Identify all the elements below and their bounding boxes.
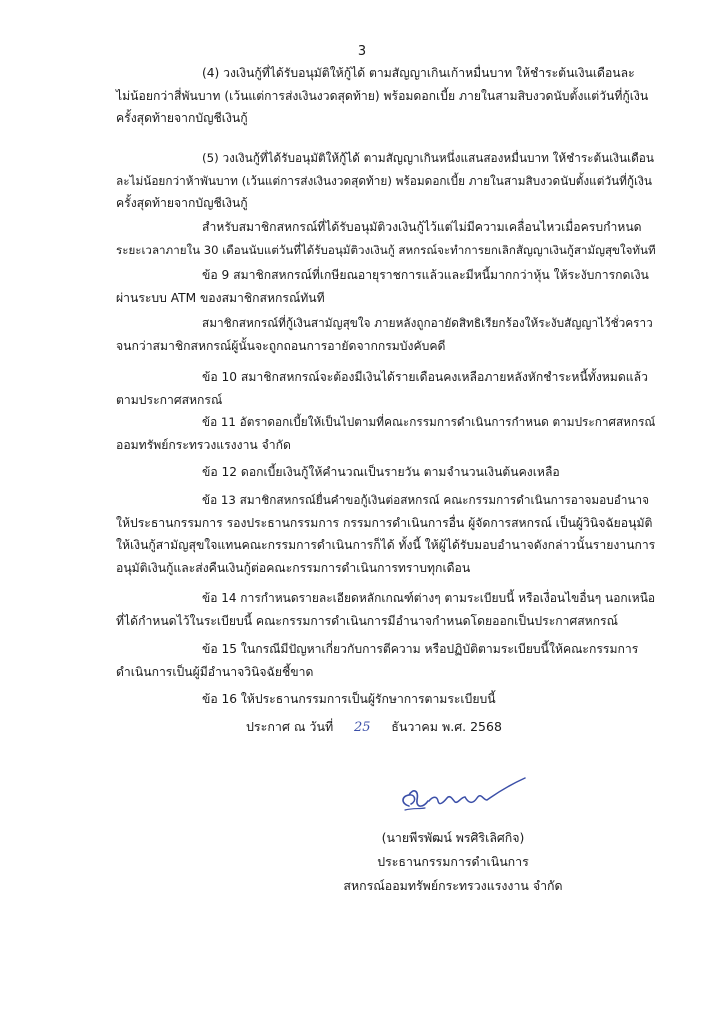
signer-organization: สหกรณ์ออมทรัพย์กระทรวงแรงงาน จำกัด bbox=[343, 878, 563, 893]
text-line: ให้ประธานกรรมการ รองประธานกรรมการ กรรมการดำเนินการอื่น ผู้จัดการสหกรณ์ เป็นผู้วินิจฉัยอนุมัติ bbox=[116, 515, 653, 530]
paragraph-inactive-loans bbox=[116, 216, 656, 261]
text-line: ข้อ 9 สมาชิกสหกรณ์ที่เกษียณอายุราชการแล้วและมีหนี้มากกว่าหุ้น ให้ระงับการกดเงิน bbox=[202, 268, 649, 282]
date-prefix: ประกาศ ณ วันที่ bbox=[246, 719, 334, 734]
text-line: ข้อ 14 การกำหนดรายละเอียดหลักเกณฑ์ต่างๆ ตามระเบียบนี้ หรือเงื่อนไขอื่นๆ นอกเหนือ bbox=[202, 591, 656, 605]
text-line: ข้อ 12 ดอกเบี้ยเงินกู้ให้คำนวณเป็นรายวัน ตามจำนวนเงินต้นคงเหลือ bbox=[202, 465, 560, 479]
paragraph-article-13 bbox=[116, 489, 656, 579]
text-line: ระยะเวลาภายใน 30 เดือนนับแต่วันที่ได้รับอนุมัติวงเงินกู้ สหกรณ์จะทำการยกเลิกสัญญาเงินกู้สามัญสุขใจทันที bbox=[116, 242, 656, 257]
text-line: ข้อ 10 สมาชิกสหกรณ์จะต้องมีเงินได้รายเดือนคงเหลือภายหลังหักชำระหนี้ทั้งหมดแล้ว bbox=[202, 370, 648, 384]
text-line: ผ่านระบบ ATM ของสมาชิกสหกรณ์ทันที bbox=[116, 290, 325, 305]
text-line: ออมทรัพย์กระทรวงแรงงาน จำกัด bbox=[116, 437, 291, 452]
page-number: 3 bbox=[357, 44, 367, 59]
text-line: (5) วงเงินกู้ที่ได้รับอนุมัติให้กู้ได้ ตามสัญญาเกินหนึ่งแสนสองหมื่นบาท ให้ชำระต้นเงินเดือน bbox=[202, 151, 654, 165]
date-day-handwritten: 25 bbox=[353, 720, 371, 735]
paragraph-article-15 bbox=[116, 638, 656, 683]
text-line: ข้อ 15 ในกรณีมีปัญหาเกี่ยวกับการตีความ หรือปฏิบัติตามระเบียบนี้ให้คณะกรรมการ bbox=[202, 642, 639, 656]
text-line: ละไม่น้อยกว่าห้าพันบาท (เว้นแต่การส่งเงินงวดสุดท้าย) พร้อมดอกเบี้ย ภายในสามสิบงวดนับตั้งแต่วันที่กู้เงิน bbox=[116, 173, 652, 188]
text-line: ข้อ 11 อัตราดอกเบี้ยให้เป็นไปตามที่คณะกรรมการดำเนินการกำหนด ตามประกาศสหกรณ์ bbox=[202, 415, 656, 429]
signer-position: ประธานกรรมการดำเนินการ bbox=[377, 854, 529, 869]
text-line: จนกว่าสมาชิกสหกรณ์ผู้นั้นจะถูกถอนการอายัดจากกรมบังคับคดี bbox=[116, 338, 446, 353]
paragraph-seizure bbox=[116, 312, 656, 357]
text-line: ที่ได้กำหนดไว้ในระเบียบนี้ คณะกรรมการดำเนินการมีอำนาจกำหนดโดยออกเป็นประกาศสหกรณ์ bbox=[116, 613, 618, 628]
paragraph-article-12 bbox=[116, 461, 656, 484]
text-line: ครั้งสุดท้ายจากบัญชีเงินกู้ bbox=[116, 196, 248, 210]
text-line: ไม่น้อยกว่าสี่พันบาท (เว้นแต่การส่งเงินงวดสุดท้าย) พร้อมดอกเบี้ย ภายในสามสิบงวดนับตั้งแต่วันที่กู้เงิน bbox=[116, 88, 649, 103]
handwritten-signature bbox=[395, 770, 530, 815]
text-line: ดำเนินการเป็นผู้มีอำนาจวินิจฉัยชี้ขาด bbox=[116, 664, 314, 679]
text-line: ข้อ 16 ให้ประธานกรรมการเป็นผู้รักษาการตามระเบียบนี้ bbox=[202, 692, 496, 706]
signer-name: (นายพีรพัฒน์ พรศิริเลิศกิจ) bbox=[381, 830, 525, 845]
text-line: (4) วงเงินกู้ที่ได้รับอนุมัติให้กู้ได้ ตามสัญญาเกินเก้าหมื่นบาท ให้ชำระต้นเงินเดือนละ bbox=[202, 66, 635, 80]
date-suffix: ธันวาคม พ.ศ. 2568 bbox=[391, 719, 502, 734]
text-line: สมาชิกสหกรณ์ที่กู้เงินสามัญสุขใจ ภายหลังถูกอายัดสิทธิเรียกร้องให้ระงับสัญญาไว้ชั่วคราว bbox=[202, 316, 653, 330]
paragraph-article-14 bbox=[116, 587, 656, 632]
text-line: ครั้งสุดท้ายจากบัญชีเงินกู้ bbox=[116, 111, 248, 125]
paragraph-clause-5 bbox=[116, 147, 656, 215]
signature-block bbox=[318, 826, 588, 898]
paragraph-article-10 bbox=[116, 366, 656, 411]
text-line: ให้เงินกู้สามัญสุขใจแทนคณะกรรมการดำเนินการก็ได้ ทั้งนี้ ให้ผู้ได้รับมอบอำนาจดังกล่าวนั้นรายงานการ bbox=[116, 538, 656, 552]
text-line: ข้อ 13 สมาชิกสหกรณ์ยื่นคำขอกู้เงินต่อสหกรณ์ คณะกรรมการดำเนินการอาจมอบอำนาจ bbox=[202, 493, 650, 507]
paragraph-clause-4 bbox=[116, 62, 656, 130]
paragraph-article-11 bbox=[116, 411, 656, 456]
text-line: อนุมัติเงินกู้และส่งคืนเงินกู้ต่อคณะกรรมการดำเนินการทราบทุกเดือน bbox=[116, 560, 471, 575]
text-line: สำหรับสมาชิกสหกรณ์ที่ได้รับอนุมัติวงเงินกู้ไว้แต่ไม่มีความเคลื่อนไหวเมื่อครบกำหนด bbox=[202, 220, 642, 234]
text-line: ตามประกาศสหกรณ์ bbox=[116, 392, 223, 407]
paragraph-article-9 bbox=[116, 264, 656, 309]
announcement-date bbox=[246, 717, 502, 737]
paragraph-article-16 bbox=[116, 688, 656, 711]
